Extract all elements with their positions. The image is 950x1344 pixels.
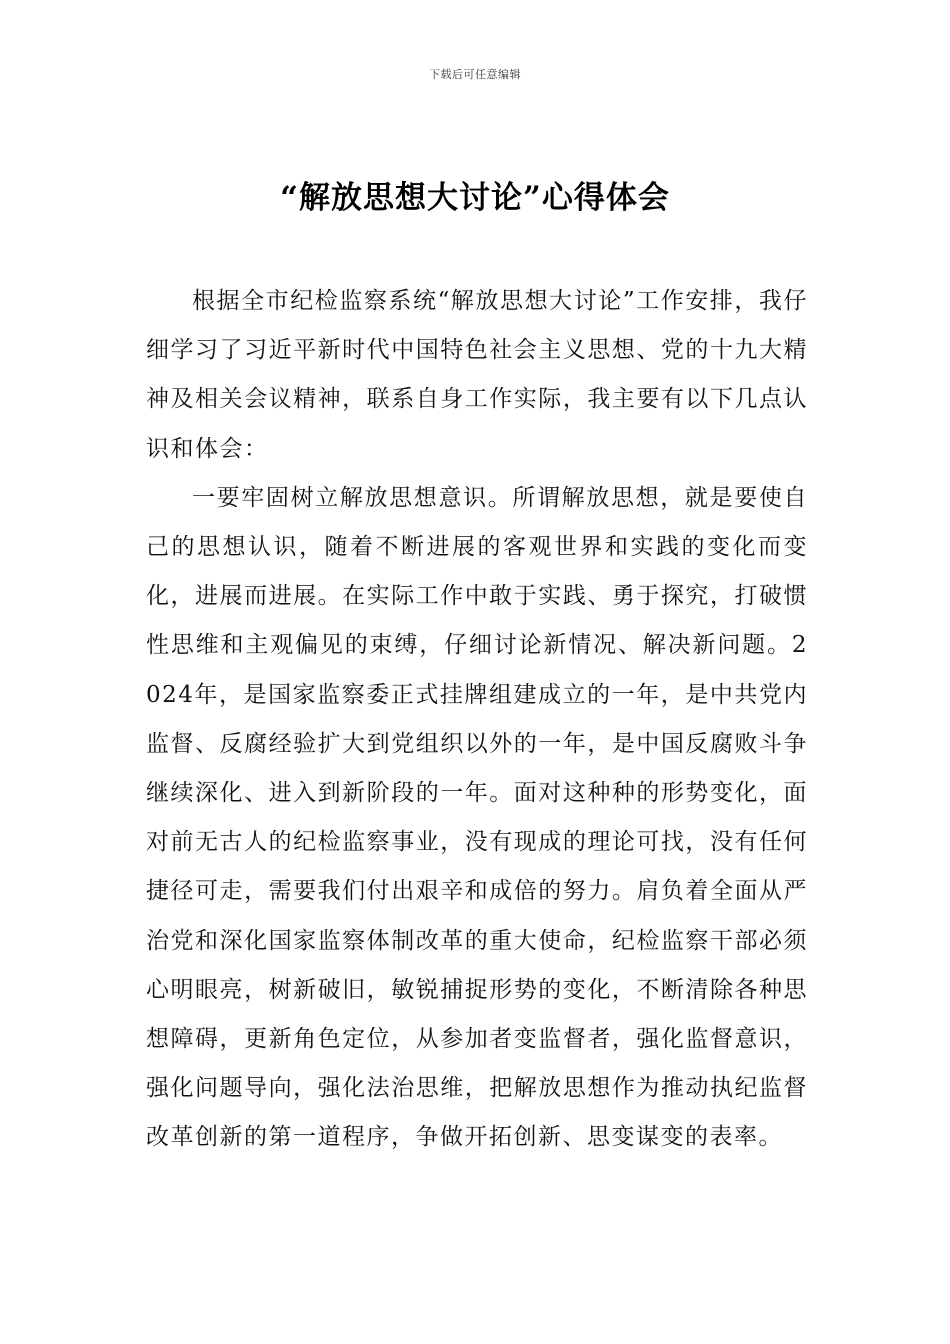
document-title: “解放思想大讨论”心得体会 [280,180,670,216]
paragraph-point-one: 一要牢固树立解放思想意识。所谓解放思想，就是要使自己的思想认识，随着不断进展的客观世界和实践的变化而变化，进展而进展。在实际工作中敢于实践、勇于探究，打破惯性思维和主观偏见的束缚，仔细讨论新情况、解决新问题。2024年，是国家监察委正式挂牌组建成立的一年，是中共党内监督、反腐经验扩大到党组织以外的一年，是中国反腐败斗争继续深化、进入到新阶段的一年。面对这种种的形势变化，面对前无古人的纪检监察事业，没有现成的理论可找，没有任何捷径可走，需要我们付出艰辛和成倍的努力。肩负着全面从严治党和深化国家监察体制改革的重大使命，纪检监察干部必须心明眼亮，树新破旧，敏锐捕捉形势的变化，不断清除各种思想障碍，更新角色定位，从参加者变监督者，强化监督意识，强化问题导向，强化法治思维，把解放思想作为推动执纪监督改革创新的第一道程序，争做开拓创新、思变谋变的表率。 [146,484,808,1151]
document-body [146,277,808,1163]
paragraph-intro: 根据全市纪检监察系统“解放思想大讨论”工作安排，我仔细学习了习近平新时代中国特色社会主义思想、党的十九大精神及相关会议精神，联系自身工作实际，我主要有以下几点认识和体会： [146,288,808,462]
header-note: 下载后可任意编辑 [429,68,521,81]
